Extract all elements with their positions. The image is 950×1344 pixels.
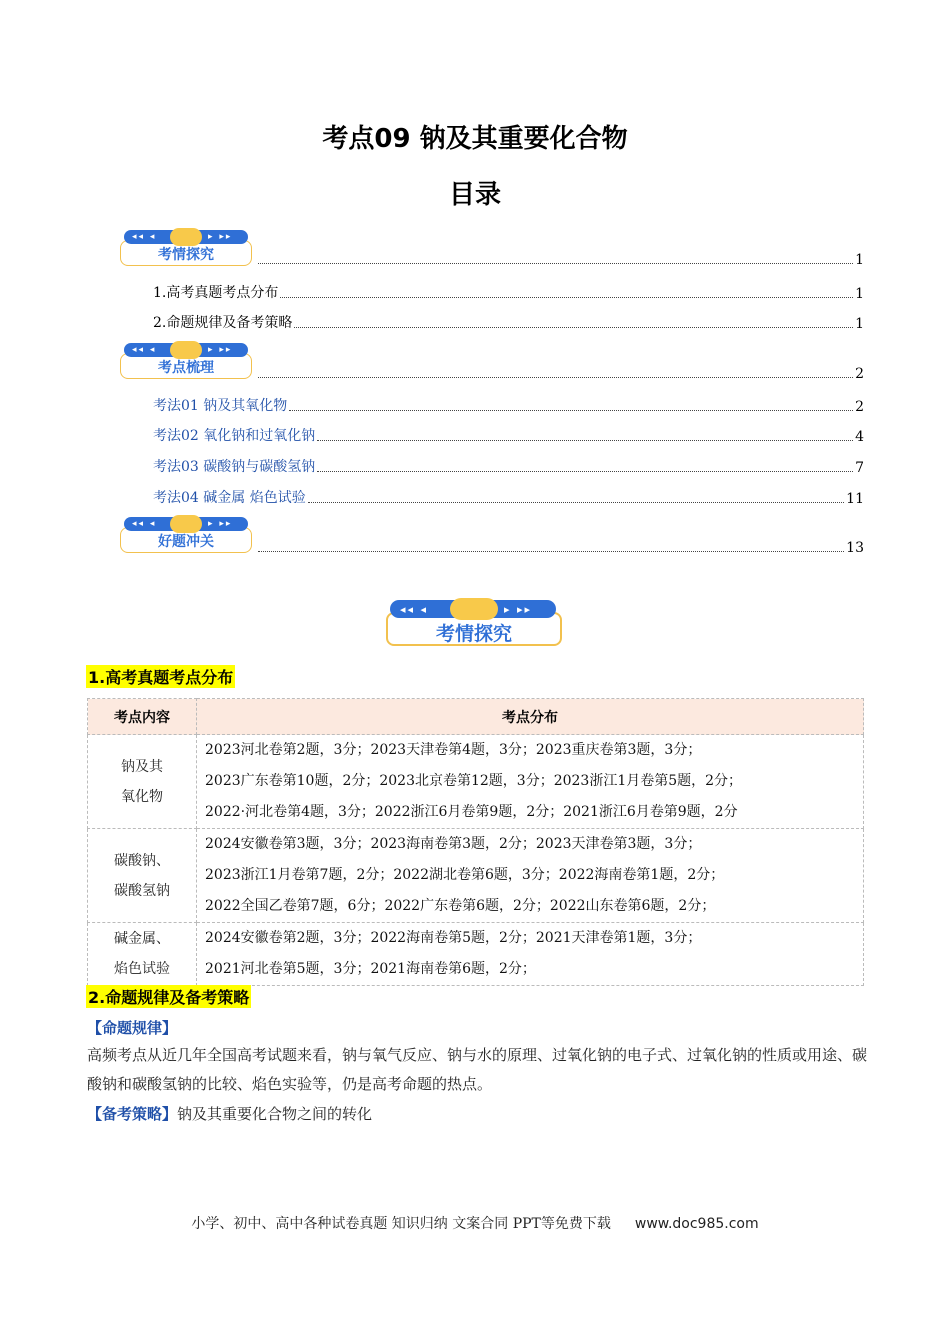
- arrow-left-icon: ◂◂ ◂: [132, 519, 157, 529]
- toc-entry[interactable]: 考法01 钠及其氧化物 2: [153, 398, 864, 415]
- footer-site-link[interactable]: www.doc985.com: [634, 1216, 759, 1232]
- table-header-row: [88, 699, 864, 735]
- toc-entry[interactable]: 考法03 碳酸钠与碳酸氢钠 7: [153, 459, 864, 476]
- distribution-cell: 2024安徽卷第2题，3分；2022海南卷第5题，2分；2021天津卷第1题，3分； 2021河北卷第5题，3分；2021海南卷第6题，2分；: [197, 923, 864, 986]
- distribution-cell: 2024安徽卷第3题，3分；2023海南卷第3题，2分；2023天津卷第3题，3分； 2023浙江1月卷第7题，2分；2022湖北卷第6题，3分；2022海南卷第1题，2分； 2022全国乙卷第7题，6分；2022广东卷第6题，2分；2022山东卷第6题，2分；: [197, 829, 864, 923]
- section-heading: 1.高考真题考点分布: [86, 665, 235, 688]
- strategy-label: 【备考策略】: [87, 1105, 178, 1123]
- toc-heading: 目录: [448, 180, 501, 210]
- exam-distribution-table: [87, 698, 864, 986]
- toc-entry[interactable]: 1.高考真题考点分布 1: [153, 285, 864, 302]
- category-cell: 碱金属、 焰色试验: [88, 923, 197, 986]
- rule-text: 高频考点从近几年全国高考试题来看，钠与氧气反应、钠与水的原理、过氧化钠的电子式、过氧化钠的性质或用途、碳酸钠和碳酸氢钠的比较、焰色实验等，仍是高考命题的热点。: [87, 1046, 868, 1093]
- toc-entry[interactable]: 考法02 氧化钠和过氧化钠 4: [153, 428, 864, 445]
- table-row: [88, 923, 864, 986]
- arrow-right-icon: ▸ ▸▸: [208, 519, 233, 529]
- category-cell: 碳酸钠、 碳酸氢钠: [88, 829, 197, 923]
- toc-entry[interactable]: 2: [256, 366, 864, 382]
- column-header: 考点分布: [197, 699, 864, 735]
- page-footer: [0, 1213, 950, 1233]
- distribution-cell: 2023河北卷第2题，3分；2023天津卷第4题，3分；2023重庆卷第3题，3分； 2023广东卷第10题，2分；2023北京卷第12题，3分；2023浙江1月卷第5题，2分； 2022·河北卷第4题，3分；2022浙江6月卷第9题，2分；2021浙江6月卷第9题，2分: [197, 735, 864, 829]
- arrow-right-icon: ▸ ▸▸: [208, 232, 233, 242]
- arrow-left-icon: ◂◂ ◂: [132, 232, 157, 242]
- haoti-badge: ◂◂ ◂ ▸ ▸▸ 好题冲关: [120, 517, 252, 553]
- kaodian-badge: ◂◂ ◂ ▸ ▸▸ 考点梳理: [120, 343, 252, 379]
- section-heading: 2.命题规律及备考策略: [86, 985, 251, 1008]
- document-title: 考点09 钠及其重要化合物: [322, 124, 628, 154]
- toc-entry[interactable]: 13: [256, 540, 864, 556]
- kaoqing-badge: ◂◂ ◂ ▸ ▸▸ 考情探究: [120, 230, 252, 266]
- footer-text: 小学、初中、高中各种试卷真题 知识归纳 文案合同 PPT等免费下载: [191, 1216, 611, 1232]
- arrow-right-icon: ▸ ▸▸: [504, 603, 533, 616]
- table-row: [88, 735, 864, 829]
- strategy-text: 钠及其重要化合物之间的转化: [177, 1105, 373, 1123]
- arrow-left-icon: ◂◂ ◂: [400, 603, 429, 616]
- rule-label: 【命题规律】: [87, 1019, 178, 1037]
- category-cell: 钠及其 氧化物: [88, 735, 197, 829]
- column-header: 考点内容: [88, 699, 197, 735]
- table-row: [88, 829, 864, 923]
- toc-entry[interactable]: 2.命题规律及备考策略 1: [153, 315, 864, 332]
- arrow-left-icon: ◂◂ ◂: [132, 345, 157, 355]
- section-badge: ◂◂ ◂ ▸ ▸▸ 考情探究: [386, 600, 562, 646]
- arrow-right-icon: ▸ ▸▸: [208, 345, 233, 355]
- strategy-row: [87, 1103, 372, 1124]
- toc-entry[interactable]: 1: [256, 252, 864, 268]
- toc-entry[interactable]: 考法04 碱金属 焰色试验 11: [153, 490, 864, 507]
